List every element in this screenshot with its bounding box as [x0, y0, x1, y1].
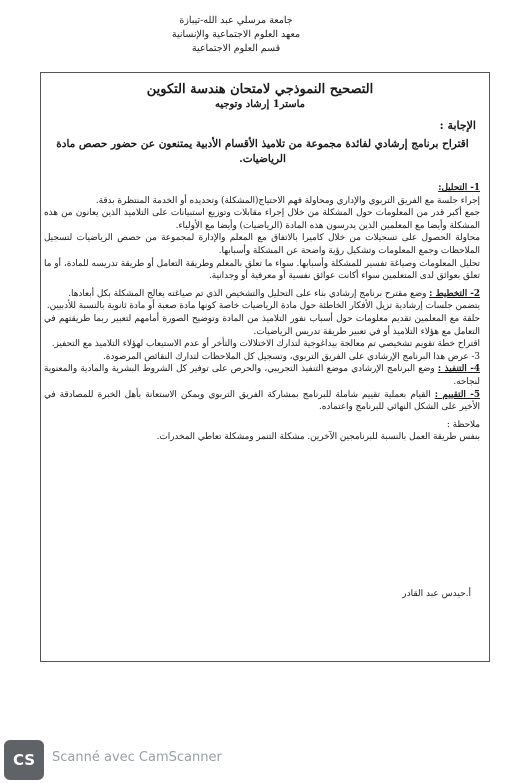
camscanner-logo-icon: CS [4, 740, 44, 780]
section-text: حلقة مع المعلمين تقديم معلومات حول أسباب نفور التلاميذ من المادة وتوضيح الصورة أمامهم لتعبير ربما طريقتهم في التعامل مع هؤلاء التلاميذ أو في تعبير طريقة تدريس الرياضيات. [44, 313, 480, 337]
note-label: ملاحظة : [446, 419, 480, 430]
section-paragraph [44, 363, 480, 388]
section-label: 2- التخطيط : [429, 288, 480, 299]
scanner-watermark-text: Scanné avec CamScanner [52, 750, 222, 765]
section-paragraph [44, 258, 480, 283]
section-text: إجراء جلسة مع الفريق التربوي والإداري ومحاولة فهم الاحتياج(المشكلة) وتحديده أو الخدمة المنتظرة بدقة. [95, 195, 480, 206]
answer-body [44, 182, 480, 444]
section-paragraph [44, 351, 480, 364]
section-paragraph [44, 338, 480, 351]
section-label: 4- التنفيذ : [437, 364, 480, 375]
section-text: جمع أكبر قدر من المعلومات حول المشكلة من خلال إجراء مقابلات وتوزيع استبيانات على التلاميذ الذين يعانون من هذه المشكلة وأيضا مع المعلمين الذين يدرسون هذه المادة (الرياضيات) وأيضا مع الأولياء. [44, 208, 480, 231]
section-text: يتضمن جلسات إرشادية تزيل الأفكار الخاطئة حول مادة الرياضيات خاصة كونها مادة صعبة أو مادة ثانوية بالنسبة للأدبيين. [46, 301, 480, 312]
department-name: قسم العلوم الاجتماعية [191, 43, 281, 54]
institution-header [136, 14, 336, 56]
section-paragraph [44, 232, 480, 257]
section-paragraph [44, 207, 480, 232]
section-paragraph [44, 313, 480, 338]
section-label: 3- [471, 351, 480, 362]
note-paragraph [44, 419, 480, 432]
section-text: محاولة الحصول على تسجيلات من خلال كاميرا بالاتفاق مع المعلم والإدارة لمجموعة من حصص الرياضيات لتسجيل الملاحظات وجمع المعلومات وتشكيل رؤية واضحة عن المشكلة وأسبابها. [44, 233, 480, 256]
document-title: التصحيح النموذجي لامتحان هندسة التكوين [146, 82, 374, 97]
institute-name: معهد العلوم الاجتماعية والإنسانية [171, 29, 301, 40]
section-text: تحليل المعلومات وصياغة تفسير للمشكلة وأسبابها. سواء ما تعلق بالمعلم وطريقة التعامل أو طريقة تدريسه للمادة، أو ما تعلق بعوائق لدى المتعلمين سواء أكانت عوائق نفسية أو معرفية أو وجدانية. [44, 258, 480, 282]
section-paragraph [44, 300, 480, 313]
answer-heading: الإجابة : [439, 119, 476, 132]
section-text: عرض هذا البرنامج الإرشادي على الفريق التربوي، وتسجيل كل الملاحظات لتدارك النقائص المرصودة. [102, 351, 469, 362]
scanner-footer [0, 738, 516, 783]
document-subtitle: ماستر1 إرشاد وتوجيه [214, 99, 306, 110]
proposal-statement: اقتراح برنامج إرشادي لفائدة مجموعة من تلاميذ الأقسام الأدبية يمتنعون عن حضور حصص مادة الرياضيات. [56, 138, 469, 165]
section-text: وضع مقترح برنامج إرشادي بناء على التحليل والتشخيص الذي تم صياغته يعالج المشكلة بكل أبعادها. [68, 288, 427, 299]
section-paragraph [44, 182, 480, 195]
note-paragraph [44, 431, 480, 444]
section-text: وضع البرنامج الإرشادي موضع التنفيذ التجريبي، والحرص على توفير كل الشروط البشرية والمادية والمعنوية لنجاحه. [44, 364, 480, 387]
university-name: جامعة مرسلي عبد الله-تيبازة [179, 15, 293, 26]
section-paragraph [44, 389, 480, 414]
note-text: بنفس طريقة العمل بالنسبة للبرنامجين الآخرين. مشكلة التنمر ومشكلة تعاطي المخدرات. [156, 432, 480, 443]
section-text: القيام بعملية تقييم شاملة للبرنامج بمشاركة الفريق التربوي ويمكن الاستعانة بأهل الخبرة للمصادقة في الأخير على الشكل النهائي للبرنامج واعتماده. [44, 389, 480, 413]
section-text: اقتراح خطة تقويم تشخيصي تم معالجة بيداغوجية لتدارك الاختلالات والتأخر أو عدم الاستيعاب لهؤلاء التلاميذ مع التحفيز. [51, 339, 480, 350]
section-label: 5- التقييم : [434, 389, 480, 400]
section-label: 1- التحليل: [438, 183, 480, 193]
section-paragraph [44, 195, 480, 208]
author-signature: أ.حيدس عبد القادر [402, 589, 471, 599]
section-paragraph [44, 288, 480, 301]
